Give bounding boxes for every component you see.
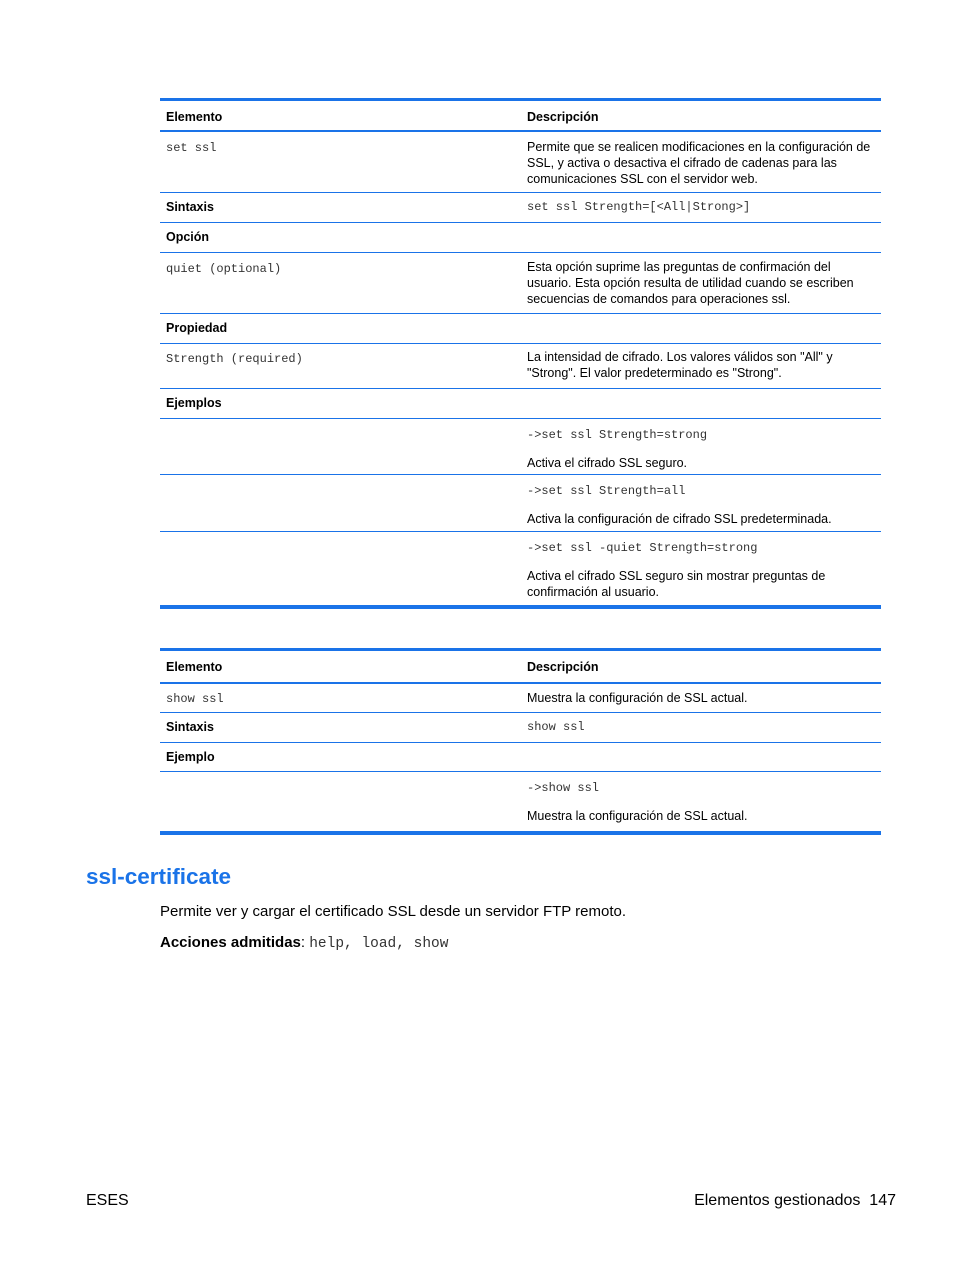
header-descripcion: Descripción bbox=[521, 100, 881, 131]
label-opcion: Opción bbox=[160, 223, 521, 253]
syntax-cell: set ssl Strength=[<All|Strong>] bbox=[521, 193, 881, 223]
table-header-row bbox=[160, 650, 881, 683]
example-description: Activa el cifrado SSL seguro sin mostrar preguntas de confirmación al usuario. bbox=[527, 569, 826, 599]
element-cell: show ssl bbox=[160, 683, 521, 713]
header-elemento: Elemento bbox=[160, 100, 521, 131]
description-cell: La intensidad de cifrado. Los valores válidos son "All" y "Strong". El valor predeterminado es "Strong". bbox=[521, 344, 881, 389]
description-cell: Muestra la configuración de SSL actual. bbox=[521, 683, 881, 713]
table-row bbox=[160, 743, 881, 772]
header-descripcion: Descripción bbox=[521, 650, 881, 683]
supported-actions-value: help, load, show bbox=[309, 936, 449, 952]
table-row bbox=[160, 131, 881, 193]
example-row bbox=[160, 475, 881, 532]
header-elemento: Elemento bbox=[160, 650, 521, 683]
footer-left: ESES bbox=[86, 1192, 129, 1209]
example-row bbox=[160, 419, 881, 475]
label-sintaxis: Sintaxis bbox=[160, 193, 521, 223]
label-propiedad: Propiedad bbox=[160, 314, 521, 344]
supported-actions-label: Acciones admitidas bbox=[160, 934, 301, 951]
table-row bbox=[160, 344, 881, 389]
label-ejemplos: Ejemplos bbox=[160, 389, 521, 419]
example-row bbox=[160, 772, 881, 833]
example-row bbox=[160, 532, 881, 607]
footer-right bbox=[694, 1190, 896, 1212]
table-row bbox=[160, 253, 881, 314]
empty-cell bbox=[521, 223, 881, 253]
empty-cell bbox=[160, 475, 521, 532]
empty-cell bbox=[160, 772, 521, 833]
example-cell bbox=[521, 532, 881, 607]
option-cell: quiet (optional) bbox=[160, 253, 521, 314]
label-sintaxis: Sintaxis bbox=[160, 713, 521, 743]
empty-cell bbox=[521, 389, 881, 419]
table-row bbox=[160, 713, 881, 743]
table-row bbox=[160, 389, 881, 419]
set-ssl-table bbox=[160, 98, 881, 609]
empty-cell bbox=[521, 314, 881, 344]
empty-cell bbox=[160, 419, 521, 475]
example-cell bbox=[521, 475, 881, 532]
example-description: Activa el cifrado SSL seguro. bbox=[527, 456, 688, 470]
page-number: 147 bbox=[869, 1192, 896, 1209]
section-description: Permite ver y cargar el certificado SSL desde un servidor FTP remoto. bbox=[160, 903, 627, 920]
example-cell bbox=[521, 772, 881, 833]
table-row bbox=[160, 314, 881, 344]
description-cell: Esta opción suprime las preguntas de confirmación del usuario. Esta opción resulta de utilidad cuando se escriben secuencias de comandos para operaciones ssl. bbox=[521, 253, 881, 314]
syntax-cell: show ssl bbox=[521, 713, 881, 743]
description-cell: Permite que se realicen modificaciones en la configuración de SSL, y activa o desactiva el cifrado de cadenas para las comunicaciones SSL con el servidor web. bbox=[521, 131, 881, 193]
example-command: ->set ssl -quiet Strength=strong bbox=[527, 541, 758, 555]
supported-actions-separator: : bbox=[300, 934, 310, 951]
supported-actions bbox=[160, 933, 448, 954]
footer-section-name: Elementos gestionados bbox=[694, 1192, 861, 1209]
label-ejemplo: Ejemplo bbox=[160, 743, 521, 772]
table-row bbox=[160, 193, 881, 223]
example-command: ->set ssl Strength=all bbox=[527, 484, 686, 498]
property-cell: Strength (required) bbox=[160, 344, 521, 389]
element-cell: set ssl bbox=[160, 131, 521, 193]
show-ssl-table bbox=[160, 648, 881, 835]
example-command: ->show ssl bbox=[527, 781, 600, 795]
example-cell bbox=[521, 419, 881, 475]
table-row bbox=[160, 223, 881, 253]
example-description: Muestra la configuración de SSL actual. bbox=[527, 809, 748, 823]
table-row bbox=[160, 683, 881, 713]
empty-cell bbox=[521, 743, 881, 772]
table-header-row bbox=[160, 100, 881, 131]
example-description: Activa la configuración de cifrado SSL predeterminada. bbox=[527, 512, 832, 526]
section-title: ssl-certificate bbox=[86, 864, 232, 889]
example-command: ->set ssl Strength=strong bbox=[527, 428, 708, 442]
empty-cell bbox=[160, 532, 521, 607]
